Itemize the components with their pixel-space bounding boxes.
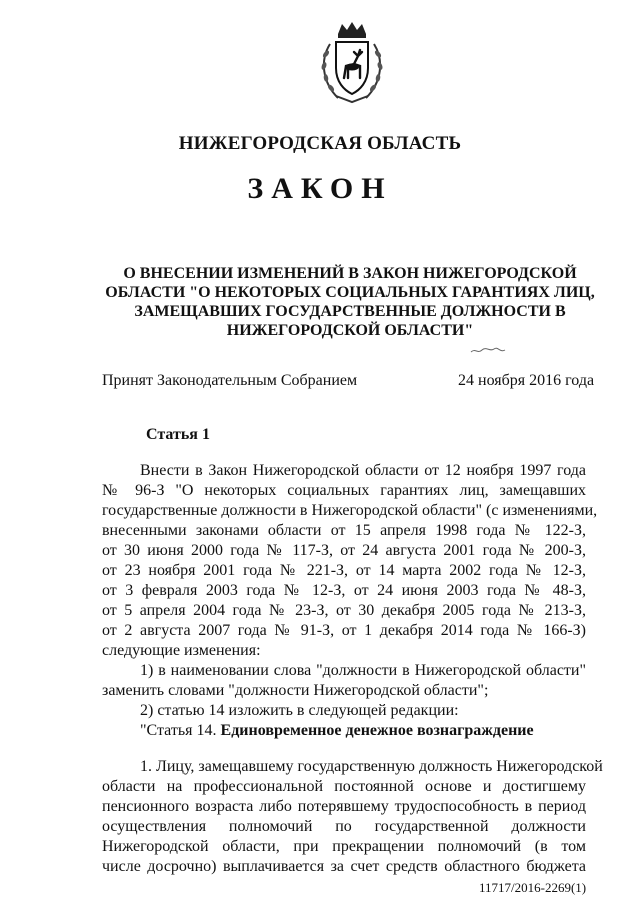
law-title-line: О ВНЕСЕНИИ ИЗМЕНЕНИЙ В ЗАКОН НИЖЕГОРОДСКОЙ: [123, 265, 577, 282]
handwritten-mark-icon: [470, 346, 506, 356]
article-line: осуществления полномочий по государственной должности: [102, 818, 586, 835]
article-line: 1) в наименовании слова "должности в Нижегородской области": [140, 662, 586, 679]
document-type: ЗАКОН: [247, 172, 393, 205]
article-line: от 2 августа 2007 года № 91-З, от 1 декабря 2014 года № 166-З): [102, 622, 586, 639]
adoption-statement: Принят Законодательным Собранием: [102, 372, 358, 389]
article-line: числе досрочно) выплачивается за счет средств областного бюджета: [102, 858, 586, 875]
article-line: области на профессиональной постоянной основе и достигшему: [102, 778, 586, 795]
region-name: НИЖЕГОРОДСКАЯ ОБЛАСТЬ: [178, 133, 462, 154]
article-line: следующие изменения:: [102, 642, 261, 659]
article-line: от 30 июня 2000 года № 117-З, от 24 августа 2001 года № 200-З,: [102, 542, 586, 559]
article-line: 1. Лицу, замещавшему государственную должность Нижегородской: [140, 758, 603, 775]
document-reference-number: 11717/2016-2269(1): [479, 880, 587, 895]
article-line: внесенными законами области от 15 апреля 1998 года № 122-З,: [102, 522, 586, 539]
article-line: от 3 февраля 2003 года № 12-З, от 24 июня 2003 года № 48-З,: [102, 582, 586, 599]
article-line: № 96-З "О некоторых социальных гарантиях лиц, замещавших: [102, 482, 586, 499]
article-line: государственные должности в Нижегородской области" (с изменениями,: [102, 502, 598, 519]
article-line: 2) статью 14 изложить в следующей редакции:: [140, 702, 459, 719]
article-line: от 23 ноября 2001 года № 221-З, от 14 марта 2002 года № 12-З,: [102, 562, 586, 579]
article-line: от 5 апреля 2004 года № 23-З, от 30 декабря 2005 года № 213-З,: [102, 602, 586, 619]
quoted-article-label: "Статья 14.: [140, 722, 221, 739]
quoted-article-title: Единовременное денежное вознаграждение: [220, 722, 534, 739]
article-line: [140, 721, 586, 741]
article-heading: Статья 1: [146, 426, 210, 443]
law-title-line: ЗАМЕЩАВШИХ ГОСУДАРСТВЕННЫЕ ДОЛЖНОСТИ В: [134, 303, 566, 320]
adoption-date: 24 ноября 2016 года: [458, 372, 595, 389]
article-line: Внести в Закон Нижегородской области от 12 ноября 1997 года: [140, 462, 586, 479]
article-line: пенсионного возраста либо потерявшему трудоспособность в период: [102, 798, 586, 815]
law-title-line: ОБЛАСТИ "О НЕКОТОРЫХ СОЦИАЛЬНЫХ ГАРАНТИЯХ ЛИЦ,: [105, 284, 595, 301]
article-line: заменить словами "должности Нижегородской области";: [102, 682, 489, 699]
law-title-line: НИЖЕГОРОДСКОЙ ОБЛАСТИ": [226, 322, 474, 339]
article-line: Нижегородской области, при прекращении полномочий (в том: [102, 838, 586, 855]
coat-of-arms-icon: [316, 20, 388, 106]
law-title: [100, 264, 600, 340]
